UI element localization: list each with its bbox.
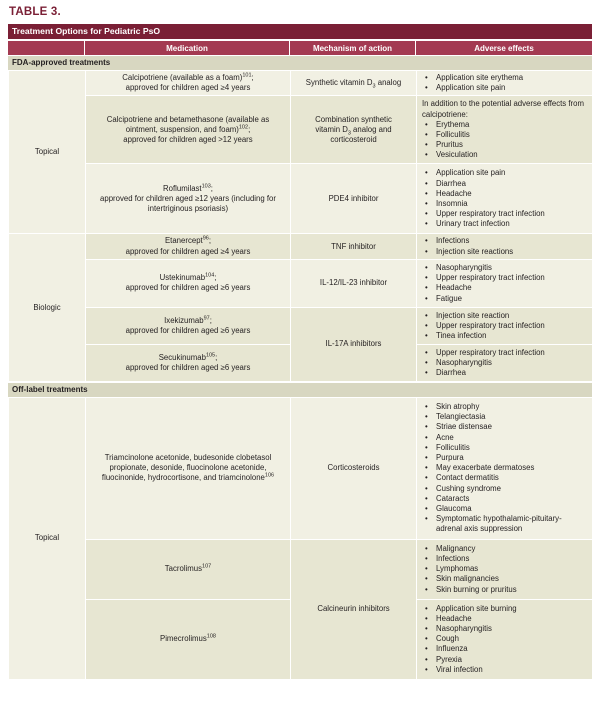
list-item: • Folliculitis: [422, 130, 587, 140]
list-item: • Diarrhea: [422, 179, 587, 189]
list-item: • Glaucoma: [422, 504, 587, 514]
mechanism-cell: PDE4 inhibitor: [291, 164, 417, 234]
list-item: • Cough: [422, 634, 587, 644]
list-item: • Pruritus: [422, 140, 587, 150]
list-item: • Malignancy: [422, 544, 587, 554]
table-title: Treatment Options for Pediatric PsO: [8, 24, 592, 39]
list-item: • Application site erythema: [422, 73, 587, 83]
list-item: • May exacerbate dermatoses: [422, 463, 587, 473]
section-title-off-label: Off-label treatments: [8, 383, 592, 397]
list-item: • Injection site reactions: [422, 247, 587, 257]
adverse-effects-note: In addition to the potential adverse effects from calcipotriene:: [422, 99, 584, 119]
fda-approved-table: [8, 70, 593, 382]
table-row: [9, 539, 593, 599]
header-medication: Medication: [85, 41, 290, 55]
list-item: • Cushing syndrome: [422, 484, 587, 494]
off-label-table: [8, 397, 593, 680]
medication-cell: Calcipotriene and betamethasone (available as ointment, suspension, and foam)$^{102}$; approved for children aged >12 years: [86, 96, 291, 164]
header-group-spacer: [8, 41, 85, 55]
list-item: • Folliculitis: [422, 443, 587, 453]
table-row: [9, 397, 593, 539]
group-label-topical: Topical: [9, 71, 86, 234]
adverse-effects-cell: [417, 397, 593, 539]
adverse-effects-cell: [417, 599, 593, 679]
adverse-effects-cell: [417, 259, 593, 307]
mechanism-cell: Combination synthetic vitamin $D_3$ analog and corticosteroid: [291, 96, 417, 164]
list-item: • Viral infection: [422, 665, 587, 675]
list-item: • Application site pain: [422, 83, 587, 93]
adverse-effects-cell: [417, 164, 593, 234]
adverse-effects-cell: [417, 96, 593, 164]
section-title-fda: FDA-approved treatments: [8, 56, 592, 70]
table-row: [9, 96, 593, 164]
list-item: • Diarrhea: [422, 368, 587, 378]
group-label-topical: Topical: [9, 397, 86, 679]
list-item: • Lymphomas: [422, 564, 587, 574]
table-label: TABLE 3.: [9, 6, 61, 18]
list-item: • Symptomatic hypothalamic-pituitary-adrenal axis suppression: [422, 514, 587, 534]
medication-cell: Ixekizumab$^{97}$; approved for children aged ≥6 years: [86, 307, 291, 344]
table-row: [9, 71, 593, 96]
mechanism-cell: IL-12/IL-23 inhibitor: [291, 259, 417, 307]
group-label-biologic: Biologic: [9, 234, 86, 381]
list-item: • Cataracts: [422, 494, 587, 504]
mechanism-cell: TNF inhibitor: [291, 234, 417, 259]
list-item: • Nasopharyngitis: [422, 263, 587, 273]
table-row: [9, 164, 593, 234]
table-row: [9, 307, 593, 344]
list-item: • Upper respiratory tract infection: [422, 273, 587, 283]
header-mechanism: Mechanism of action: [290, 41, 416, 55]
list-item: • Erythema: [422, 120, 587, 130]
list-item: • Contact dermatitis: [422, 473, 587, 483]
list-item: • Nasopharyngitis: [422, 358, 587, 368]
list-item: • Insomnia: [422, 199, 587, 209]
list-item: • Acne: [422, 433, 587, 443]
table-row: [9, 259, 593, 307]
mechanism-cell: Calcineurin inhibitors: [291, 539, 417, 679]
column-header-row: [8, 41, 592, 55]
mechanism-cell: IL-17A inhibitors: [291, 307, 417, 381]
list-item: • Headache: [422, 189, 587, 199]
adverse-effects-cell: [417, 71, 593, 96]
medication-cell: Triamcinolone acetonide, budesonide clobetasol propionate, desonide, fluocinolone acetonide, fluocinonide, hydrocortisone, and triamcinolone$^{106}$: [86, 397, 291, 539]
list-item: • Upper respiratory tract infection: [422, 348, 587, 358]
adverse-effects-cell: [417, 307, 593, 344]
adverse-effects-cell: [417, 234, 593, 259]
mechanism-cell: Synthetic vitamin $D_3$ analog: [291, 71, 417, 96]
list-item: • Influenza: [422, 644, 587, 654]
list-item: • Headache: [422, 283, 587, 293]
list-item: • Tinea infection: [422, 331, 587, 341]
table-row: [9, 234, 593, 259]
list-item: • Infections: [422, 236, 587, 246]
list-item: • Upper respiratory tract infection: [422, 209, 587, 219]
medication-cell: Pimecrolimus$^{108}$: [86, 599, 291, 679]
list-item: • Striae distensae: [422, 422, 587, 432]
list-item: • Skin malignancies: [422, 574, 587, 584]
medication-cell: Etanercept$^{96}$; approved for children aged ≥4 years: [86, 234, 291, 259]
list-item: • Purpura: [422, 453, 587, 463]
medication-cell: Roflumilast$^{103}$; approved for children aged ≥12 years (including for intertriginous psoriasis): [86, 164, 291, 234]
medication-cell: Calcipotriene (available as a foam)$^{101}$; approved for children aged ≥4 years: [86, 71, 291, 96]
list-item: • Headache: [422, 614, 587, 624]
medication-cell: Tacrolimus$^{107}$: [86, 539, 291, 599]
medication-cell: Secukinumab$^{105}$; approved for children aged ≥6 years: [86, 344, 291, 381]
list-item: • Application site burning: [422, 604, 587, 614]
medication-cell: Ustekinumab$^{104}$; approved for children aged ≥6 years: [86, 259, 291, 307]
header-adverse-effects: Adverse effects: [474, 43, 534, 53]
adverse-effects-cell: [417, 539, 593, 599]
list-item: • Upper respiratory tract infection: [422, 321, 587, 331]
list-item: • Skin atrophy: [422, 402, 587, 412]
list-item: • Telangiectasia: [422, 412, 587, 422]
mechanism-cell: Corticosteroids: [291, 397, 417, 539]
list-item: • Pyrexia: [422, 655, 587, 665]
list-item: • Nasopharyngitis: [422, 624, 587, 634]
list-item: • Vesiculation: [422, 150, 587, 160]
adverse-effects-cell: [417, 344, 593, 381]
list-item: • Application site pain: [422, 168, 587, 178]
list-item: • Fatigue: [422, 294, 587, 304]
list-item: • Infections: [422, 554, 587, 564]
list-item: • Urinary tract infection: [422, 219, 587, 229]
list-item: • Skin burning or pruritus: [422, 585, 587, 595]
list-item: • Injection site reaction: [422, 311, 587, 321]
